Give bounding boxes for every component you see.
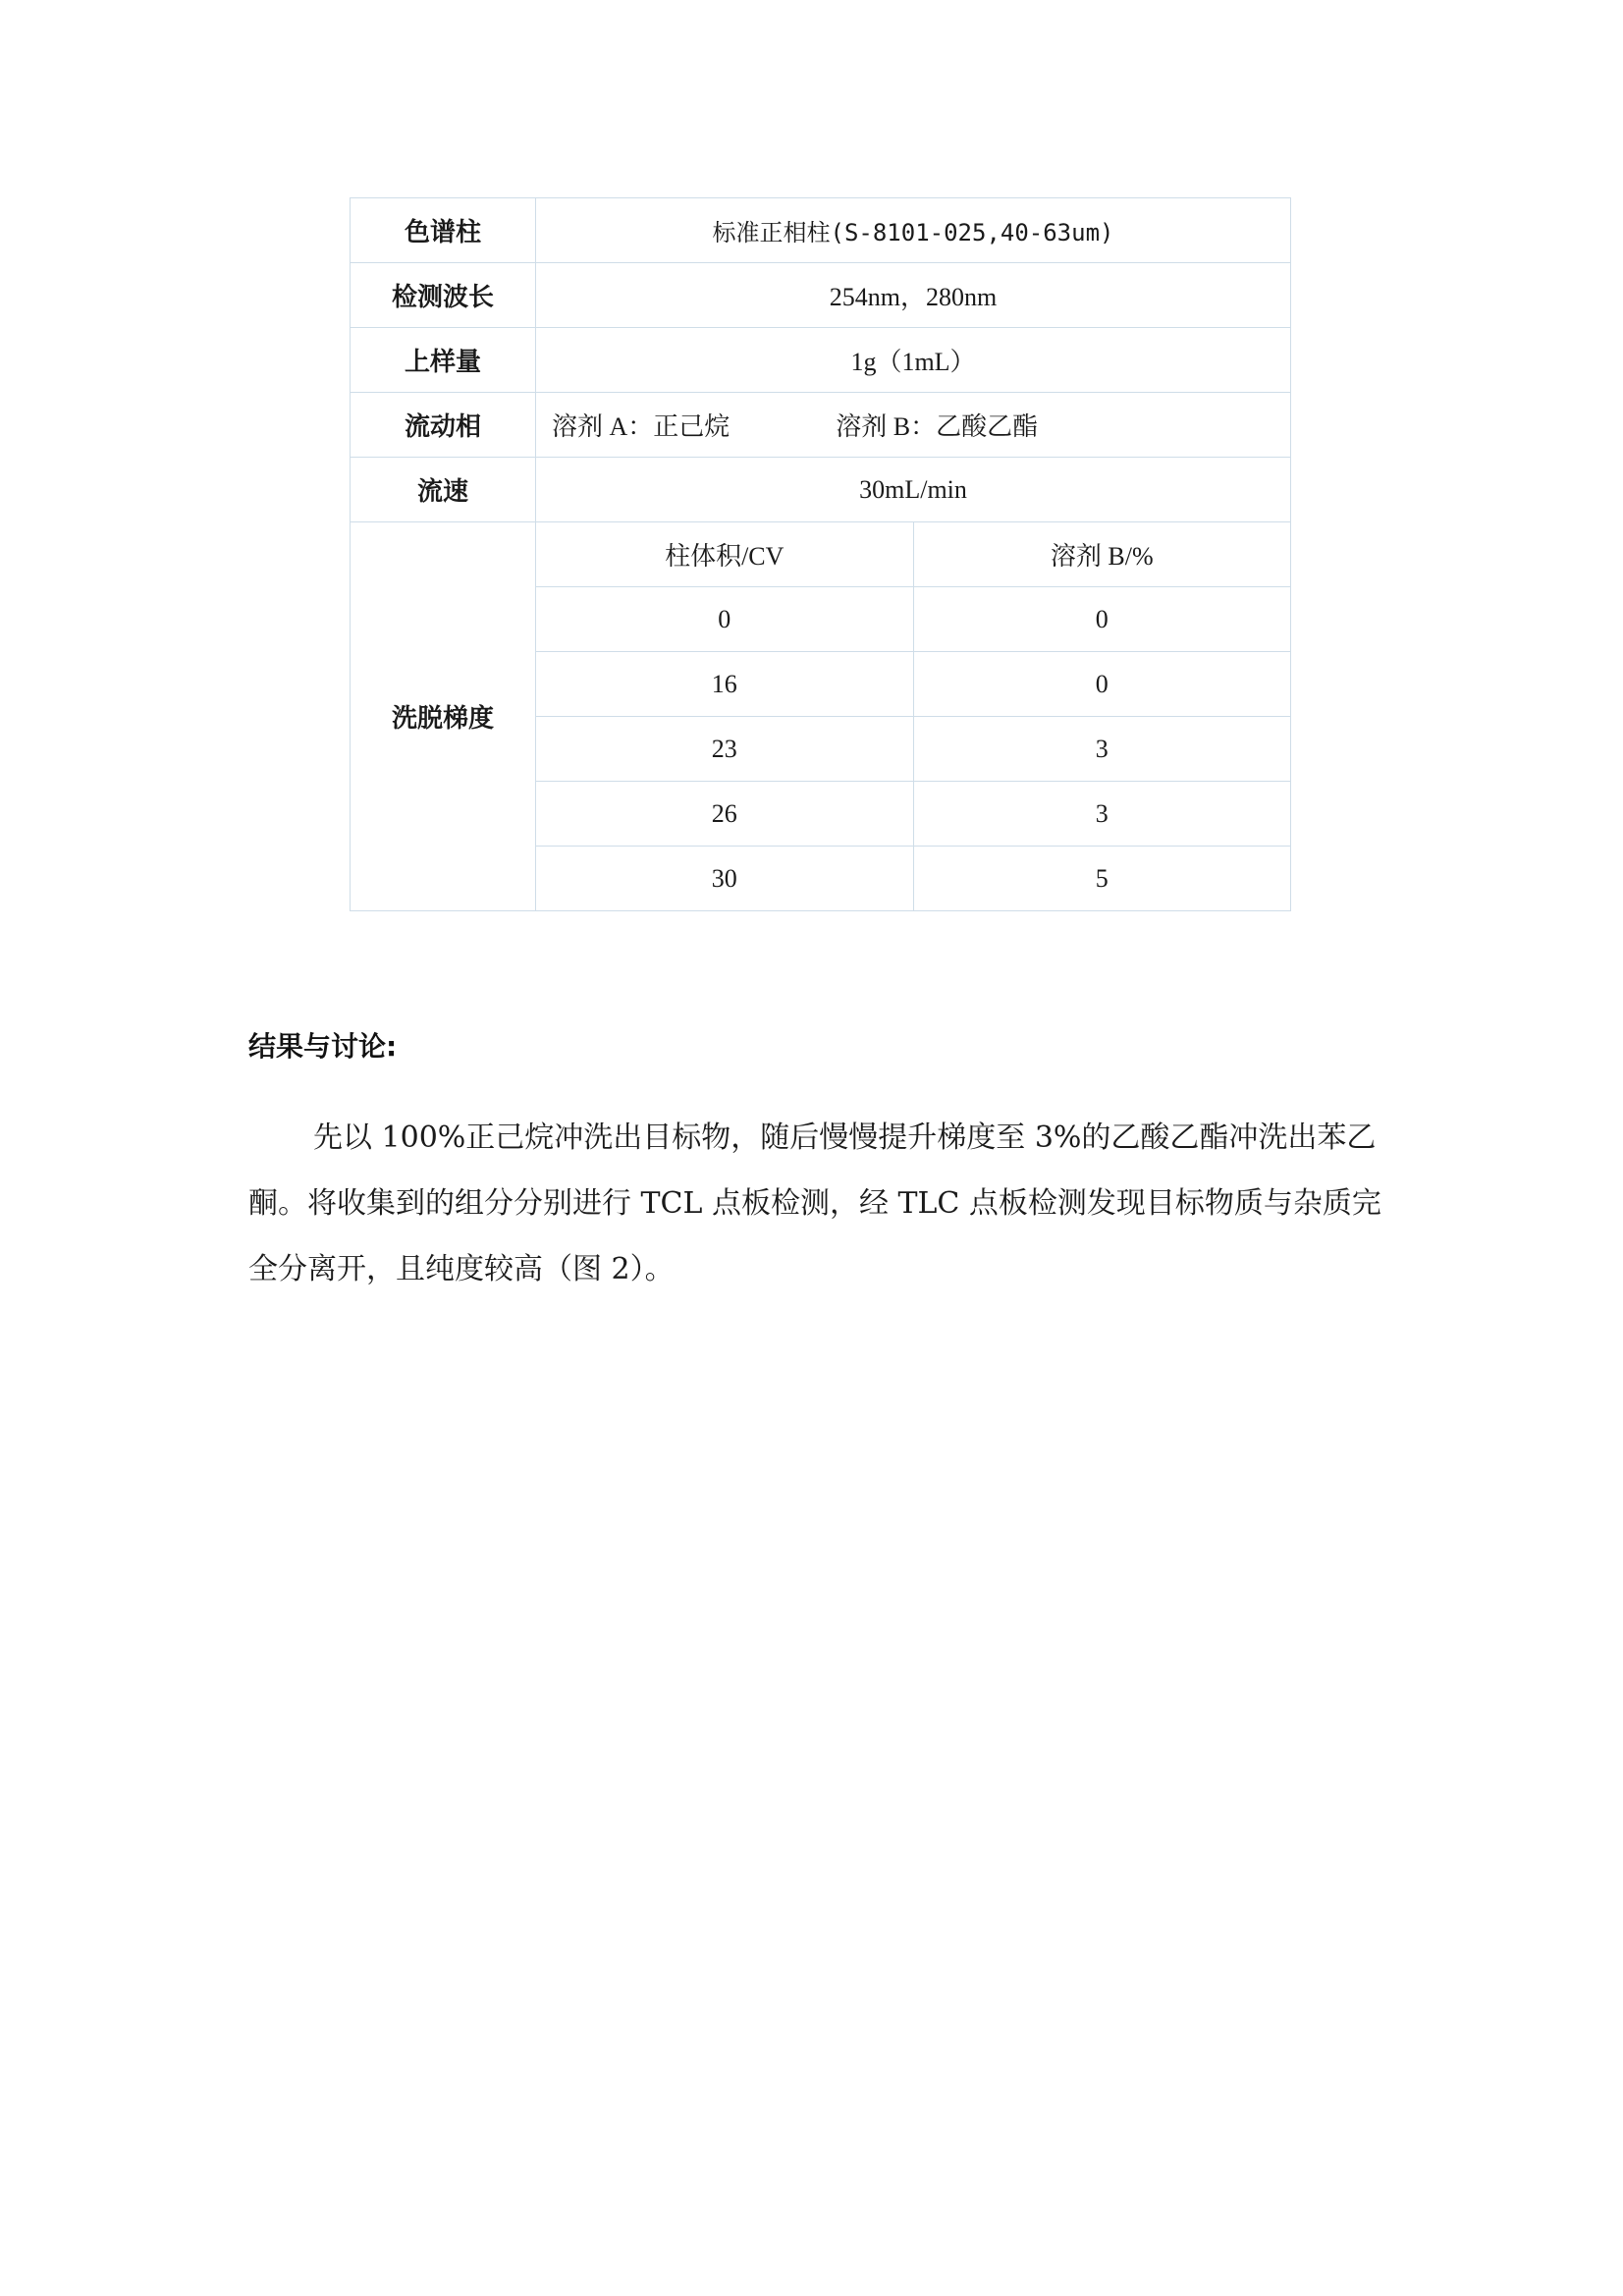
table-row — [351, 263, 1291, 328]
loading-label: 上样量 — [351, 328, 536, 393]
gradient-b-cell: 5 — [913, 847, 1291, 911]
gradient-header-cv: 柱体积/CV — [536, 522, 914, 587]
gradient-cv-cell: 30 — [536, 847, 914, 911]
section-heading: 结果与讨论: — [248, 1030, 398, 1063]
table-row — [351, 458, 1291, 522]
flow-value: 30mL/min — [536, 458, 1291, 522]
table-row — [351, 198, 1291, 263]
loading-value: 1g（1mL） — [536, 328, 1291, 393]
table-row — [351, 522, 1291, 587]
column-label: 色谱柱 — [351, 198, 536, 263]
table-row — [351, 328, 1291, 393]
mobile-phase-value — [536, 393, 1291, 458]
gradient-cv-cell: 0 — [536, 587, 914, 652]
gradient-cv-cell: 26 — [536, 782, 914, 847]
flow-label: 流速 — [351, 458, 536, 522]
wavelength-value: 254nm，280nm — [536, 263, 1291, 328]
gradient-b-cell: 0 — [913, 587, 1291, 652]
gradient-cv-cell: 16 — [536, 652, 914, 717]
gradient-label: 洗脱梯度 — [351, 522, 536, 911]
solvent-a: 溶剂 A：正己烷 — [552, 412, 730, 441]
column-value: 标准正相柱(S-8101-025,40-63um) — [536, 198, 1291, 263]
table-row — [351, 393, 1291, 458]
gradient-b-cell: 0 — [913, 652, 1291, 717]
mobile-phase-label: 流动相 — [351, 393, 536, 458]
wavelength-label: 检测波长 — [351, 263, 536, 328]
solvent-b: 溶剂 B：乙酸乙酯 — [836, 412, 1039, 441]
gradient-b-cell: 3 — [913, 717, 1291, 782]
chromatography-parameter-table — [350, 197, 1291, 911]
gradient-cv-cell: 23 — [536, 717, 914, 782]
gradient-header-solvent-b: 溶剂 B/% — [913, 522, 1291, 587]
gradient-b-cell: 3 — [913, 782, 1291, 847]
body-paragraph: 先以 100%正己烷冲洗出目标物，随后慢慢提升梯度至 3%的乙酸乙酯冲洗出苯乙酮。将收集到的组分分别进行 TCL 点板检测，经 TLC 点板检测发现目标物质与杂质完全分离开，且纯度较高（图 2）。 — [248, 1121, 1381, 1286]
